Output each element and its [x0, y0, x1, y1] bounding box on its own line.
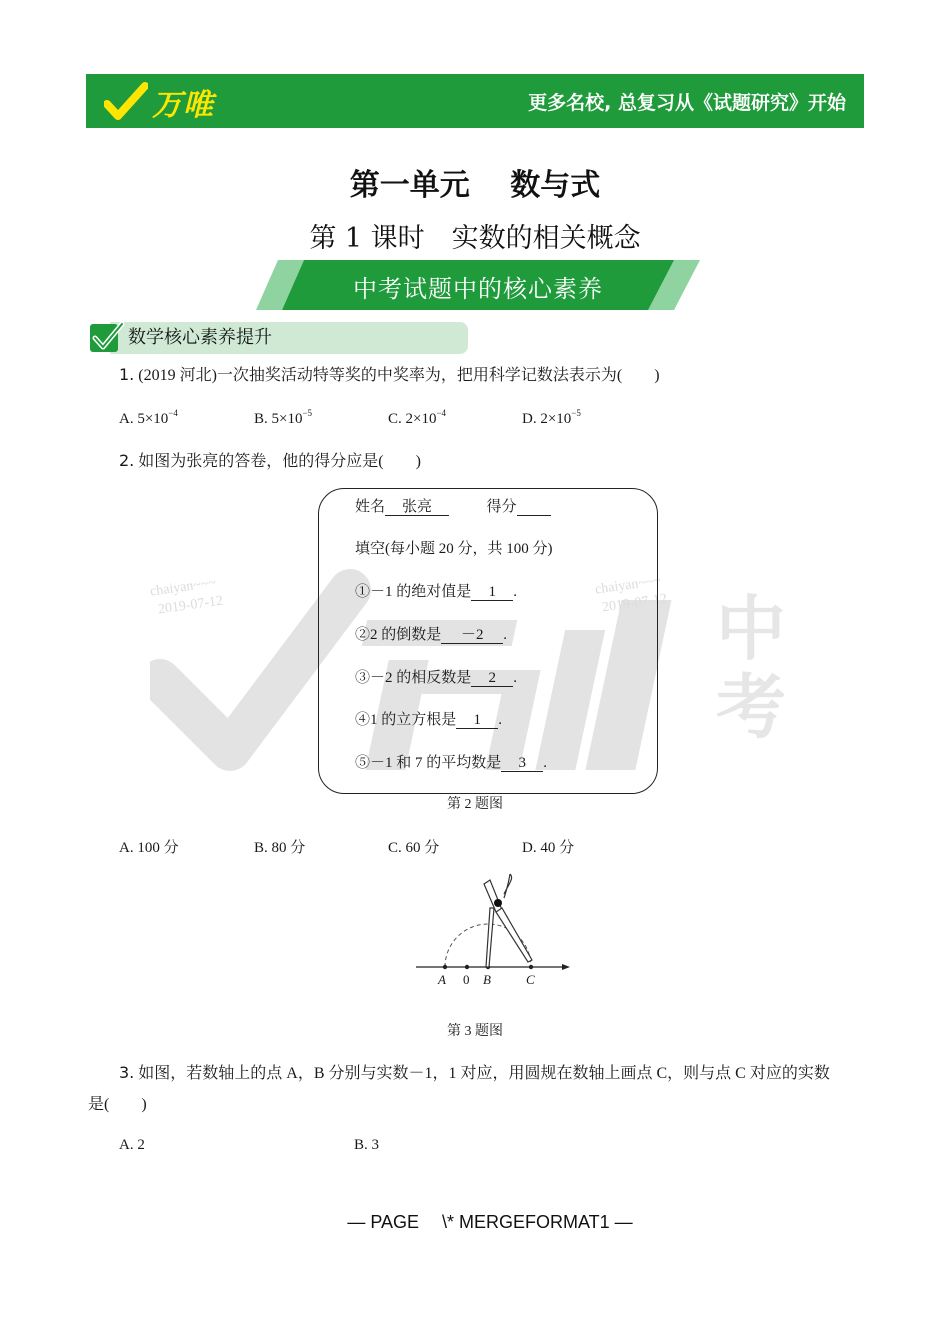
card-item-1: ①－1 的绝对值是 1 . — [355, 584, 518, 600]
card-item-5: ⑤－1 和 7 的平均数是 3 . — [355, 755, 548, 771]
brand-logo — [104, 80, 214, 124]
question-3 — [119, 1062, 879, 1085]
number-line-compass-figure — [410, 872, 575, 992]
answer-sheet-figure — [318, 488, 658, 794]
point-label-a: A — [438, 972, 446, 987]
figure-3-caption: 第 3 题图 — [447, 1024, 503, 1039]
header-slogan: 更多名校, 总复习从《试题研究》开始 — [528, 92, 846, 114]
q1-option-d[interactable]: D. $2\times 10^{-5}$ — [522, 408, 581, 427]
q1-option-c[interactable]: C. $2\times 10^{-4}$ — [388, 408, 447, 427]
watermark-stamp: chaiyan~~~ — [594, 573, 662, 598]
unit-title: 第一单元 数与式 — [349, 168, 601, 203]
watermark-stamp: chaiyan~~~ — [149, 575, 217, 600]
card-header-row — [355, 495, 551, 516]
section-header — [88, 320, 470, 356]
question-text: 如图，若数轴上的点 A，B 分别与实数－1，1 对应，用圆规在数轴上画点 C，则与点 C 对应的实数 — [134, 1065, 830, 1082]
point-label-origin: 0 — [463, 972, 470, 987]
question-number: 1. — [119, 365, 135, 384]
question-2 — [119, 450, 421, 473]
score-label: 得分 — [486, 499, 517, 515]
watermark-stamp-date: 2019-07-12 — [601, 591, 668, 616]
q2-option-a[interactable]: A. 100 分 — [119, 840, 179, 856]
question-3-continued: 是( ) — [88, 1096, 147, 1113]
checkmark-icon — [104, 82, 148, 122]
card-item-4: ④1 的立方根是 1 . — [355, 712, 503, 728]
name-value: 张亮 — [385, 499, 449, 516]
lesson-title: 第 1 课时 实数的相关概念 — [309, 223, 641, 254]
page-footer: — PAGE \* MERGEFORMAT1 — — [347, 1212, 633, 1232]
q2-option-b[interactable]: B. 80 分 — [254, 840, 306, 856]
header-banner — [86, 74, 864, 128]
card-item-3: ③－2 的相反数是 2 . — [355, 670, 518, 686]
score-blank — [517, 499, 551, 516]
q2-option-d[interactable]: D. 40 分 — [522, 840, 575, 856]
check-badge-icon — [88, 320, 128, 356]
q2-option-c[interactable]: C. 60 分 — [388, 840, 440, 856]
point-label-c: C — [526, 972, 535, 987]
point-label-b: B — [483, 972, 491, 987]
name-label: 姓名 — [355, 499, 386, 515]
card-instructions: 填空(每小题 20 分，共 100 分) — [355, 541, 553, 557]
question-text: 如图为张亮的答卷，他的得分应是( ) — [134, 453, 421, 470]
question-text: (2019 河北)一次抽奖活动特等奖的中奖率为，把用科学记数法表示为( ) — [134, 367, 660, 384]
q3-option-b[interactable]: B. 3 — [354, 1137, 380, 1153]
q1-option-b[interactable]: B. $5\times 10^{-5}$ — [254, 408, 313, 427]
q3-option-a[interactable]: A. 2 — [119, 1137, 145, 1153]
question-1 — [119, 364, 660, 387]
watermark-stamp-date: 2019-07-12 — [157, 593, 224, 618]
q1-option-a[interactable]: A. $5\times 10^{-4}$ — [119, 408, 178, 427]
card-item-2: ②2 的倒数是 －2 . — [355, 627, 508, 643]
question-number: 2. — [119, 451, 135, 470]
section-ribbon — [256, 260, 700, 310]
figure-2-caption: 第 2 题图 — [447, 797, 503, 812]
question-number: 3. — [119, 1063, 135, 1082]
brand-name: 万唯 — [152, 88, 214, 123]
section-title: 数学核心素养提升 — [128, 327, 272, 348]
ribbon-title: 中考试题中的核心素养 — [353, 275, 603, 303]
watermark-side-text: 中考 — [716, 588, 786, 748]
